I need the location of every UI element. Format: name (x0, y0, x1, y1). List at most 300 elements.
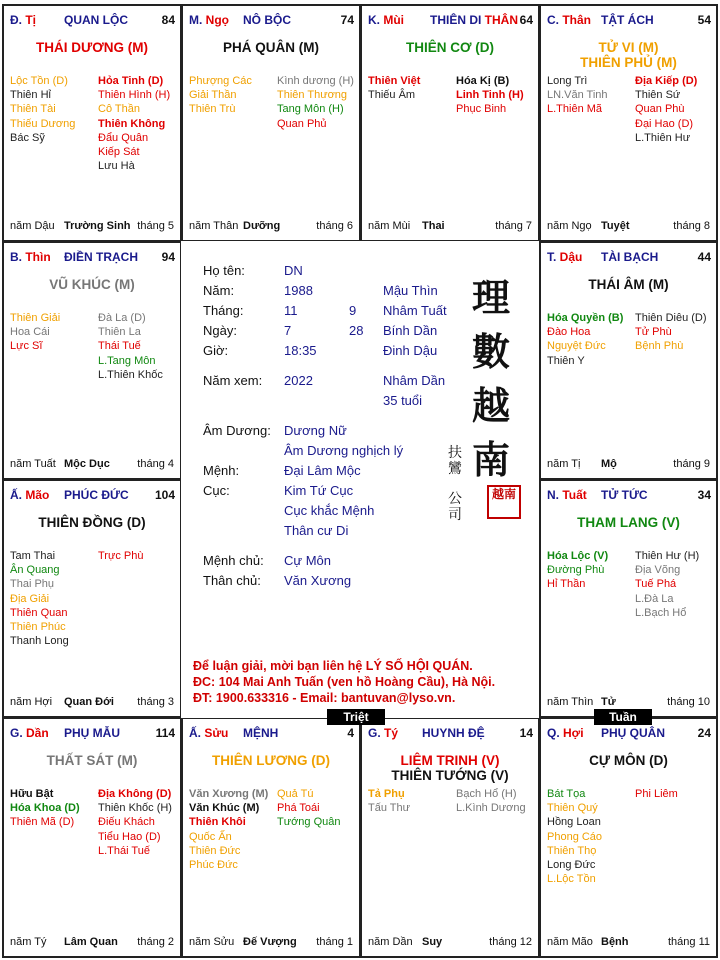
minor-star: Quốc Ấn (189, 830, 232, 843)
truong-sinh-stage: Quan Đới (64, 696, 114, 708)
name-value: DN (284, 263, 303, 278)
palace-dau[interactable] (539, 241, 718, 480)
palace-chi: Tuất (562, 488, 587, 502)
palace-year: năm Mão (547, 936, 593, 948)
palace-month: tháng 10 (667, 696, 710, 708)
minor-star: Thiên Việt (368, 75, 421, 87)
truong-sinh-stage: Đế Vượng (243, 936, 297, 948)
main-star-name: CỰ MÔN (D) (589, 753, 668, 768)
palace-can: Ấ. (189, 726, 205, 740)
minor-star: Hóa Quyền (B) (547, 312, 624, 324)
minor-star: Phượng Các (189, 75, 252, 87)
palace-month: tháng 5 (137, 220, 174, 232)
palace-position (189, 13, 229, 27)
palace-month: tháng 3 (137, 696, 174, 708)
triet-tag: Triệt (327, 709, 385, 725)
year-label: Năm: (203, 283, 235, 298)
main-star-name: THIÊN ĐỒNG (D) (38, 515, 146, 530)
minor-star: Thiên Hỉ (10, 89, 51, 102)
palace-thin[interactable] (2, 241, 182, 480)
minor-star: Hóa Kị (B) (456, 75, 510, 87)
minor-star: L.Đà La (635, 592, 674, 605)
palace-header (547, 488, 711, 502)
minor-star: Thiên Hình (H) (98, 89, 171, 102)
main-star-name: TỬ VI (M) (598, 40, 659, 55)
main-star-name: THÁI DƯƠNG (M) (36, 40, 148, 55)
palace-footer (368, 220, 534, 234)
minor-stars-left (10, 311, 60, 354)
minor-star: Văn Khúc (M) (189, 802, 260, 815)
minor-star: Bác Sỹ (10, 131, 45, 144)
palace-house-name: THIÊN DI THÂN (430, 13, 519, 27)
minor-star: Tang Môn (H) (277, 103, 344, 116)
minor-stars-right (277, 787, 341, 830)
minor-star: Hóa Lộc (V) (547, 550, 609, 562)
palace-number: 54 (697, 13, 711, 27)
truong-sinh-stage: Dưỡng (243, 220, 281, 232)
minor-star: Thiên Trù (189, 103, 236, 116)
palace-than[interactable] (539, 4, 718, 242)
truong-sinh-stage: Lâm Quan (64, 936, 118, 948)
palace-mui[interactable] (360, 4, 540, 242)
minor-star: Tử Phù (635, 326, 672, 339)
palace-house-name: NÔ BỘC (243, 13, 291, 27)
truong-sinh-stage: Tử (601, 696, 616, 708)
minor-star: Kiếp Sát (98, 146, 140, 159)
minor-star: Địa Võng (635, 564, 681, 577)
menhchu-label: Mệnh chủ: (203, 553, 264, 568)
palace-month: tháng 12 (489, 936, 532, 948)
palace-year: năm Dần (368, 936, 413, 948)
callig-char-3: 越 (471, 383, 510, 428)
minor-stars-left (547, 787, 602, 886)
menhchu-value: Cự Môn (284, 553, 331, 568)
year-solar: 1988 (284, 283, 313, 298)
calligraphy-small-2 (447, 491, 463, 523)
minor-star: Thiên Thương (277, 89, 348, 102)
minor-stars-left (368, 74, 420, 102)
minor-star: Ân Quang (10, 564, 60, 577)
callig-small-char-2: 鸞 (448, 461, 462, 477)
minor-stars-right (98, 787, 172, 858)
minor-stars-right (456, 787, 526, 815)
main-star-name: LIÊM TRINH (V) (400, 753, 500, 768)
palace-footer (10, 936, 176, 950)
minor-star: Thiên Mã (D) (10, 816, 75, 829)
view-year-lunar: Nhâm Dần (383, 373, 446, 388)
amduong-value: Dương Nữ (284, 423, 347, 438)
palace-position (368, 726, 398, 740)
main-star-name: THAM LANG (V) (577, 515, 680, 530)
main-star-name: THIÊN CƠ (D) (405, 40, 494, 55)
main-star (183, 753, 359, 768)
palace-position (547, 13, 591, 27)
minor-star: Tướng Quân (277, 816, 341, 829)
minor-star: L.Lộc Tồn (547, 873, 596, 886)
minor-star: Hoa Cái (10, 326, 50, 339)
palace-can: Đ. (10, 13, 26, 27)
palace-footer (547, 458, 712, 472)
palace-header (10, 13, 175, 27)
callig-char-4: 南 (471, 437, 510, 482)
palace-year: năm Thân (189, 220, 239, 232)
palace-position (189, 726, 228, 740)
main-star (362, 753, 538, 783)
minor-star: L.Tang Môn (98, 354, 156, 367)
palace-footer (10, 696, 176, 710)
hour-label: Giờ: (203, 343, 229, 358)
main-star (541, 40, 716, 70)
main-star (541, 277, 716, 292)
minor-star: Quả Tú (277, 788, 314, 800)
minor-star: Hóa Khoa (D) (10, 802, 80, 815)
minor-star: Bạch Hổ (H) (456, 788, 517, 800)
minor-star: Lưu Hà (98, 160, 135, 173)
palace-ty[interactable] (360, 717, 540, 958)
palace-position (547, 726, 584, 740)
minor-star: Trực Phù (98, 550, 144, 562)
palace-mao[interactable] (2, 479, 182, 718)
callig-char-1: 理 (471, 275, 510, 320)
minor-star: Thiên Giải (10, 312, 61, 324)
minor-star: Địa Giải (10, 592, 50, 605)
truong-sinh-stage: Trường Sinh (64, 220, 131, 232)
main-star-name: THIÊN PHỦ (M) (580, 55, 677, 70)
palace-ti[interactable] (2, 4, 182, 242)
minor-star: Điếu Khách (98, 816, 155, 829)
palace-number: 14 (519, 726, 533, 740)
palace-number: 74 (340, 13, 354, 27)
palace-year: năm Hợi (10, 696, 53, 708)
name-label: Họ tên: (203, 263, 245, 278)
minor-stars-left (189, 74, 252, 117)
palace-month: tháng 2 (137, 936, 174, 948)
palace-can: N. (547, 488, 563, 502)
minor-star: Phong Cáo (547, 830, 603, 843)
main-star (4, 40, 180, 55)
palace-year: năm Thìn (547, 696, 594, 708)
minor-star: Phục Binh (456, 103, 507, 116)
minor-stars-right (635, 311, 707, 354)
cuc-note: Cục khắc Mệnh (284, 503, 375, 518)
palace-number: 64 (519, 13, 533, 27)
minor-star: Thái Tuế (98, 340, 141, 353)
palace-chi: Mão (25, 488, 50, 502)
year-lunar: Mậu Thìn (383, 283, 438, 298)
palace-header (547, 250, 711, 264)
day-lunar-num: 28 (349, 323, 364, 338)
minor-star: Tam Thai (10, 550, 56, 562)
minor-star: Thiên Phúc (10, 621, 66, 634)
amduong-label: Âm Dương: (203, 423, 271, 438)
palace-house-name: MỆNH (243, 726, 279, 740)
palace-chi: Thân (562, 13, 592, 27)
palace-chi: Dần (26, 726, 49, 740)
month-lunar: Nhâm Tuất (383, 303, 447, 318)
palace-position (10, 250, 51, 264)
palace-number: 94 (161, 250, 175, 264)
minor-star: L.Thái Tuế (98, 844, 150, 857)
minor-star: Hỉ Thần (547, 578, 586, 591)
main-star-name: PHÁ QUÂN (M) (223, 40, 319, 55)
palace-footer (547, 220, 712, 234)
palace-year: năm Tý (10, 936, 47, 948)
palace-number: 44 (697, 250, 711, 264)
minor-star: Văn Xương (M) (189, 788, 269, 800)
than-marker: THÂN (481, 13, 519, 27)
palace-month: tháng 8 (673, 220, 710, 232)
palace-year: năm Mùi (368, 220, 411, 232)
minor-star: Phi Liêm (635, 788, 678, 800)
minor-star: Hồng Loan (547, 816, 601, 829)
callig-small-char-3: 公 (448, 491, 462, 507)
age-value: 35 tuổi (383, 393, 423, 408)
truong-sinh-stage: Tuyệt (601, 220, 630, 232)
minor-star: LN.Văn Tinh (547, 89, 608, 102)
palace-house-name: ĐIỀN TRẠCH (64, 250, 138, 264)
palace-dan[interactable] (2, 717, 182, 958)
palace-can: M. (189, 13, 206, 27)
truong-sinh-stage: Suy (422, 936, 443, 948)
palace-can: Ấ. (10, 488, 26, 502)
minor-star: Thiên Hư (H) (635, 550, 700, 562)
minor-star: Bệnh Phù (635, 340, 684, 353)
main-star (362, 40, 538, 55)
main-star-name: THIÊN LƯƠNG (D) (212, 753, 330, 768)
callig-char-2: 數 (471, 329, 510, 374)
minor-star: Long Đức (547, 859, 596, 872)
minor-stars-left (368, 787, 410, 815)
minor-stars-right (277, 74, 354, 131)
minor-star: Kình dương (H) (277, 75, 354, 87)
palace-house-name: TẬT ÁCH (601, 13, 654, 27)
minor-star: Quan Phù (635, 103, 685, 116)
palace-footer (368, 936, 534, 950)
truong-sinh-stage: Mộ (601, 458, 617, 470)
minor-star: Cô Thần (98, 103, 140, 116)
palace-can: K. (368, 13, 384, 27)
palace-header (189, 13, 354, 27)
palace-house-name: PHÚC ĐỨC (64, 488, 129, 502)
palace-chi: Mùi (383, 13, 405, 27)
main-star-name: THÁI ÂM (M) (588, 277, 669, 292)
minor-star: Thiên Diêu (D) (635, 312, 707, 324)
palace-header (10, 488, 175, 502)
palace-hoi[interactable] (539, 717, 718, 958)
minor-star: Thiên Đức (189, 844, 241, 857)
calligraphy-main (469, 271, 513, 487)
minor-star: Thai Phụ (10, 578, 55, 591)
callig-small-char-4: 司 (448, 507, 462, 523)
minor-star: Thiếu Âm (368, 89, 416, 102)
minor-star: L.Bạch Hổ (635, 606, 687, 619)
palace-position (10, 726, 49, 740)
day-label: Ngày: (203, 323, 237, 338)
palace-number: 24 (697, 726, 711, 740)
minor-star: Đẩu Quân (98, 131, 149, 144)
month-lunar-num: 9 (349, 303, 357, 318)
main-star (4, 515, 180, 530)
palace-year: năm Tị (547, 458, 581, 470)
hour-value: 18:35 (284, 343, 317, 358)
palace-position (547, 488, 587, 502)
minor-stars-left (547, 311, 623, 368)
palace-footer (10, 458, 176, 472)
palace-position (10, 488, 49, 502)
minor-star: Hữu Bật (10, 788, 54, 800)
minor-star: Đào Hoa (547, 326, 591, 339)
tuan-tag: Tuần (594, 709, 652, 725)
day-lunar: Bính Dần (383, 323, 438, 338)
minor-stars-left (547, 549, 608, 592)
palace-header (189, 726, 354, 740)
minor-star: L.Kình Dương (456, 802, 526, 815)
minor-stars-left (10, 74, 75, 145)
minor-stars-left (547, 74, 608, 117)
minor-star: Tiểu Hao (D) (98, 830, 161, 843)
minor-star: Hỏa Tinh (D) (98, 75, 164, 87)
palace-position (10, 13, 36, 27)
contact-address: ĐC: 104 Mai Anh Tuấn (ven hồ Hoàng Cầu), Hà Nội. (193, 675, 496, 689)
minor-star: L.Thiên Hư (635, 131, 691, 144)
main-star-name: THIÊN TƯỚNG (V) (391, 768, 509, 783)
cuc-label: Cục: (203, 483, 230, 498)
palace-position (547, 250, 582, 264)
minor-star: Thiên Thọ (547, 844, 597, 857)
menh-value: Đại Lâm Mộc (284, 463, 361, 478)
main-star-name: THẤT SÁT (M) (46, 753, 138, 768)
palace-house-name: TÀI BẠCH (601, 250, 659, 264)
minor-star: Đại Hao (D) (635, 117, 694, 130)
palace-chi: Ngọ (205, 13, 229, 27)
minor-stars-right (635, 549, 699, 620)
palace-number: 34 (697, 488, 711, 502)
minor-star: Tuế Phá (635, 578, 677, 591)
truong-sinh-stage: Thai (422, 220, 445, 232)
palace-number: 4 (347, 726, 354, 740)
center-info-panel (181, 241, 539, 718)
palace-year: năm Tuất (10, 458, 56, 470)
palace-year: năm Dậu (10, 220, 55, 232)
palace-can: B. (10, 250, 26, 264)
hour-lunar: Đinh Dậu (383, 343, 438, 358)
palace-year: năm Sửu (189, 936, 235, 948)
minor-star: Nguyệt Đức (547, 340, 606, 353)
palace-chi: Sửu (204, 726, 229, 740)
palace-can: Q. (547, 726, 564, 740)
palace-house-name: PHỤ MẪU (64, 726, 120, 740)
palace-month: tháng 9 (673, 458, 710, 470)
callig-small-char-1: 扶 (448, 445, 462, 461)
palace-year: năm Ngọ (547, 220, 592, 232)
minor-star: Quan Phủ (277, 117, 327, 130)
palace-tuat[interactable] (539, 479, 718, 718)
palace-chi: Dậu (559, 250, 583, 264)
red-seal-stamp: 越南 (487, 485, 521, 519)
palace-header (368, 13, 533, 27)
palace-chi: Hợi (563, 726, 584, 740)
minor-star: Bát Tọa (547, 788, 586, 800)
minor-star: Đường Phù (547, 564, 605, 577)
palace-footer (10, 220, 176, 234)
palace-house-name: PHỤ QUÂN (601, 726, 666, 740)
palace-month: tháng 1 (316, 936, 353, 948)
palace-header (547, 726, 711, 740)
palace-chi: Tị (25, 13, 37, 27)
minor-star: Phúc Đức (189, 859, 238, 872)
day-solar: 7 (284, 323, 292, 338)
minor-star: Thiên Sứ (635, 89, 681, 102)
palace-header (547, 13, 711, 27)
palace-footer (547, 936, 712, 950)
minor-stars-left (10, 549, 69, 648)
minor-star: Thiên Y (547, 354, 585, 367)
palace-month: tháng 4 (137, 458, 174, 470)
minor-star: Địa Kiếp (D) (635, 75, 698, 87)
palace-footer (189, 936, 355, 950)
palace-suu[interactable] (181, 717, 361, 958)
minor-star: Thiên Khôi (189, 816, 246, 829)
minor-star: Thiên Không (98, 117, 166, 130)
truong-sinh-stage: Bệnh (601, 936, 629, 948)
palace-footer (189, 220, 355, 234)
palace-header (10, 250, 175, 264)
palace-house-name: TỬ TỨC (601, 488, 648, 502)
minor-star: Thiên La (98, 326, 141, 339)
minor-star: Phá Toái (277, 802, 320, 815)
minor-star: Tấu Thư (368, 802, 411, 815)
palace-house-name: QUAN LỘC (64, 13, 128, 27)
minor-star: Thiên Khốc (H) (98, 802, 172, 815)
minor-star: Thanh Long (10, 635, 69, 648)
minor-star: Thiên Quý (547, 802, 598, 815)
amduong-note: Âm Dương nghịch lý (284, 443, 404, 458)
month-solar: 11 (284, 303, 298, 318)
cuc-value: Kim Tứ Cục (284, 483, 354, 498)
minor-star: Địa Không (D) (98, 788, 172, 800)
minor-stars-left (189, 787, 268, 872)
main-star-name: VŨ KHÚC (M) (49, 277, 135, 292)
menh-label: Mệnh: (203, 463, 240, 478)
minor-star: Thiên Tài (10, 103, 56, 116)
contact-line-1: Để luận giải, mời bạn liên hệ LÝ SỐ HỘI QUÁN. (193, 659, 473, 673)
main-star (4, 753, 180, 768)
palace-header (368, 726, 533, 740)
palace-ngo[interactable] (181, 4, 361, 242)
minor-star: L.Thiên Khốc (98, 368, 163, 381)
minor-star: Tả Phụ (368, 788, 405, 800)
palace-number: 104 (154, 488, 175, 502)
palace-number: 114 (155, 726, 175, 740)
contact-phone-email: ĐT: 1900.633316 - Email: bantuvan@lyso.vn. (193, 691, 456, 705)
palace-footer (547, 696, 712, 710)
palace-house-name: HUYNH ĐỆ (422, 726, 485, 740)
main-star (183, 40, 359, 55)
palace-number: 84 (161, 13, 175, 27)
minor-stars-right (456, 74, 524, 117)
minor-star: Lộc Tồn (D) (10, 75, 68, 87)
minor-stars-left (10, 787, 80, 830)
main-star (541, 515, 716, 530)
minor-star: Thiếu Dương (10, 117, 76, 130)
view-year-label: Năm xem: (203, 373, 263, 388)
palace-month: tháng 7 (495, 220, 532, 232)
view-year: 2022 (284, 373, 313, 388)
palace-position (368, 13, 404, 27)
palace-can: G. (10, 726, 27, 740)
minor-stars-right (98, 311, 163, 382)
palace-chi: Tý (384, 726, 399, 740)
